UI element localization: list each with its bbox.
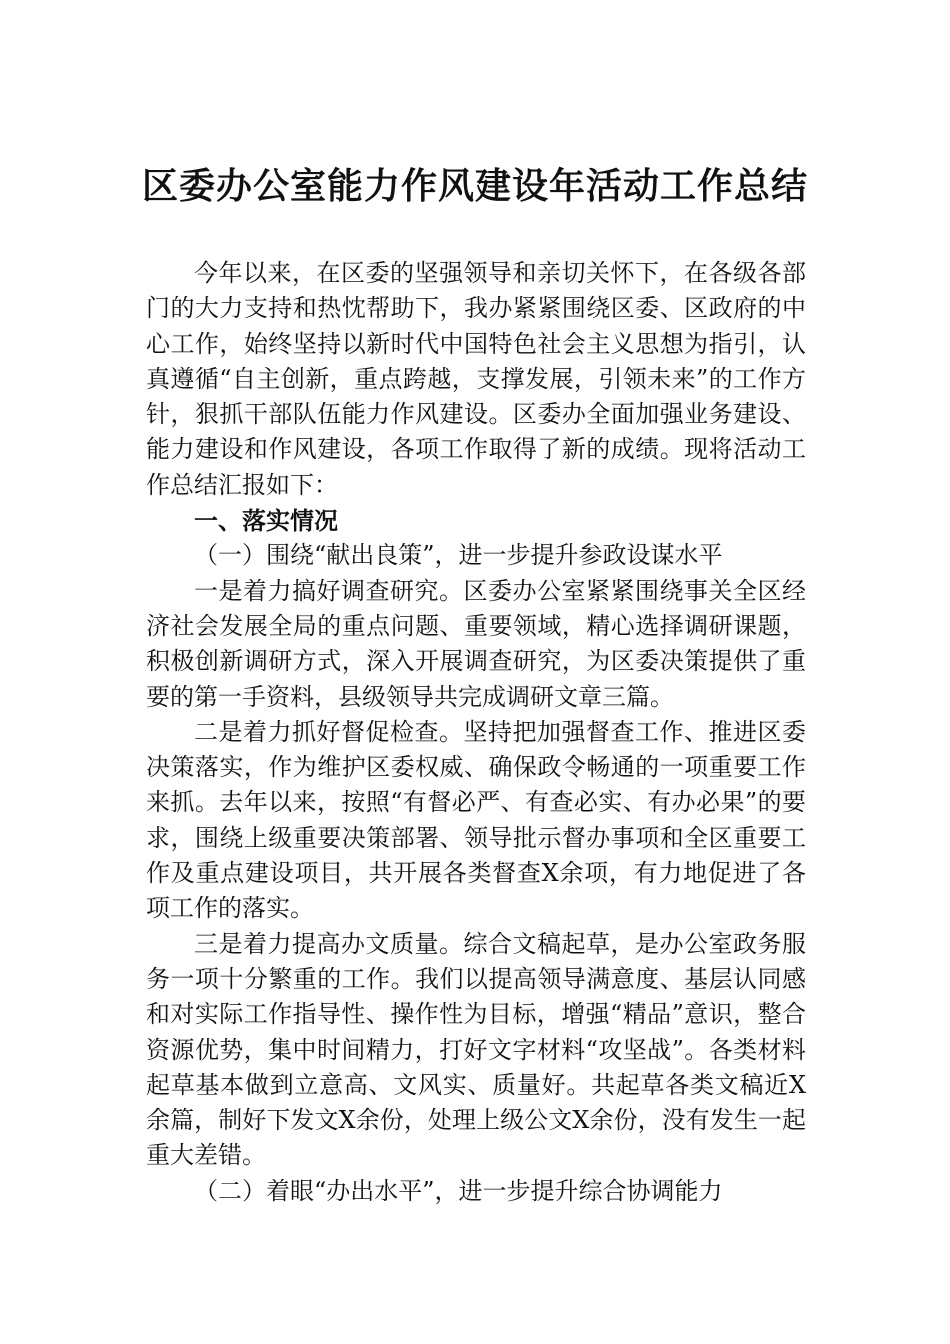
body-paragraph: 二是着力抓好督促检查。坚持把加强督查工作、推进区委决策落实，作为维护区委权威、确保政令畅通的一项重要工作来抓。去年以来，按照“有督必严、有查必实、有办必果”的要求，围绕上级重要决策部署、领导批示督办事项和全区重要工作及重点建设项目，共开展各类督查X余项，有力地促进了各项工作的落实。 — [146, 717, 806, 923]
body-paragraph: 一是着力搞好调查研究。区委办公室紧紧围绕事关全区经济社会发展全局的重点问题、重要领域，精心选择调研课题，积极创新调研方式，深入开展调查研究，为区委决策提供了重要的第一手资料，县级领导共完成调研文章三篇。 — [146, 576, 806, 711]
intro-paragraph: 今年以来，在区委的坚强领导和亲切关怀下，在各级各部门的大力支持和热忱帮助下，我办紧紧围绕区委、区政府的中心工作，始终坚持以新时代中国特色社会主义思想为指引，认真遵循“自主创新，重点跨越，支撑发展，引领未来”的工作方针，狠抓干部队伍能力作风建设。区委办全面加强业务建设、能力建设和作风建设，各项工作取得了新的成绩。现将活动工作总结汇报如下： — [146, 259, 806, 499]
subsection-heading: （一）围绕“献出良策”，进一步提升参政设谋水平 — [194, 541, 723, 570]
body-paragraph: 三是着力提高办文质量。综合文稿起草，是办公室政务服务一项十分繁重的工作。我们以提高领导满意度、基层认同感和对实际工作指导性、操作性为目标，增强“精品”意识，整合资源优势，集中时间精力，打好文字材料“攻坚战”。各类材料起草基本做到立意高、文风实、质量好。共起草各类文稿近X余篇，制好下发文X余份，处理上级公文X余份，没有发生一起重大差错。 — [146, 929, 806, 1170]
document-body — [146, 256, 806, 1209]
subsection-heading: （二）着眼“办出水平”，进一步提升综合协调能力 — [194, 1176, 723, 1205]
document-title: 区委办公室能力作风建设年活动工作总结 — [141, 165, 808, 207]
section-heading: 一、落实情况 — [194, 506, 338, 536]
